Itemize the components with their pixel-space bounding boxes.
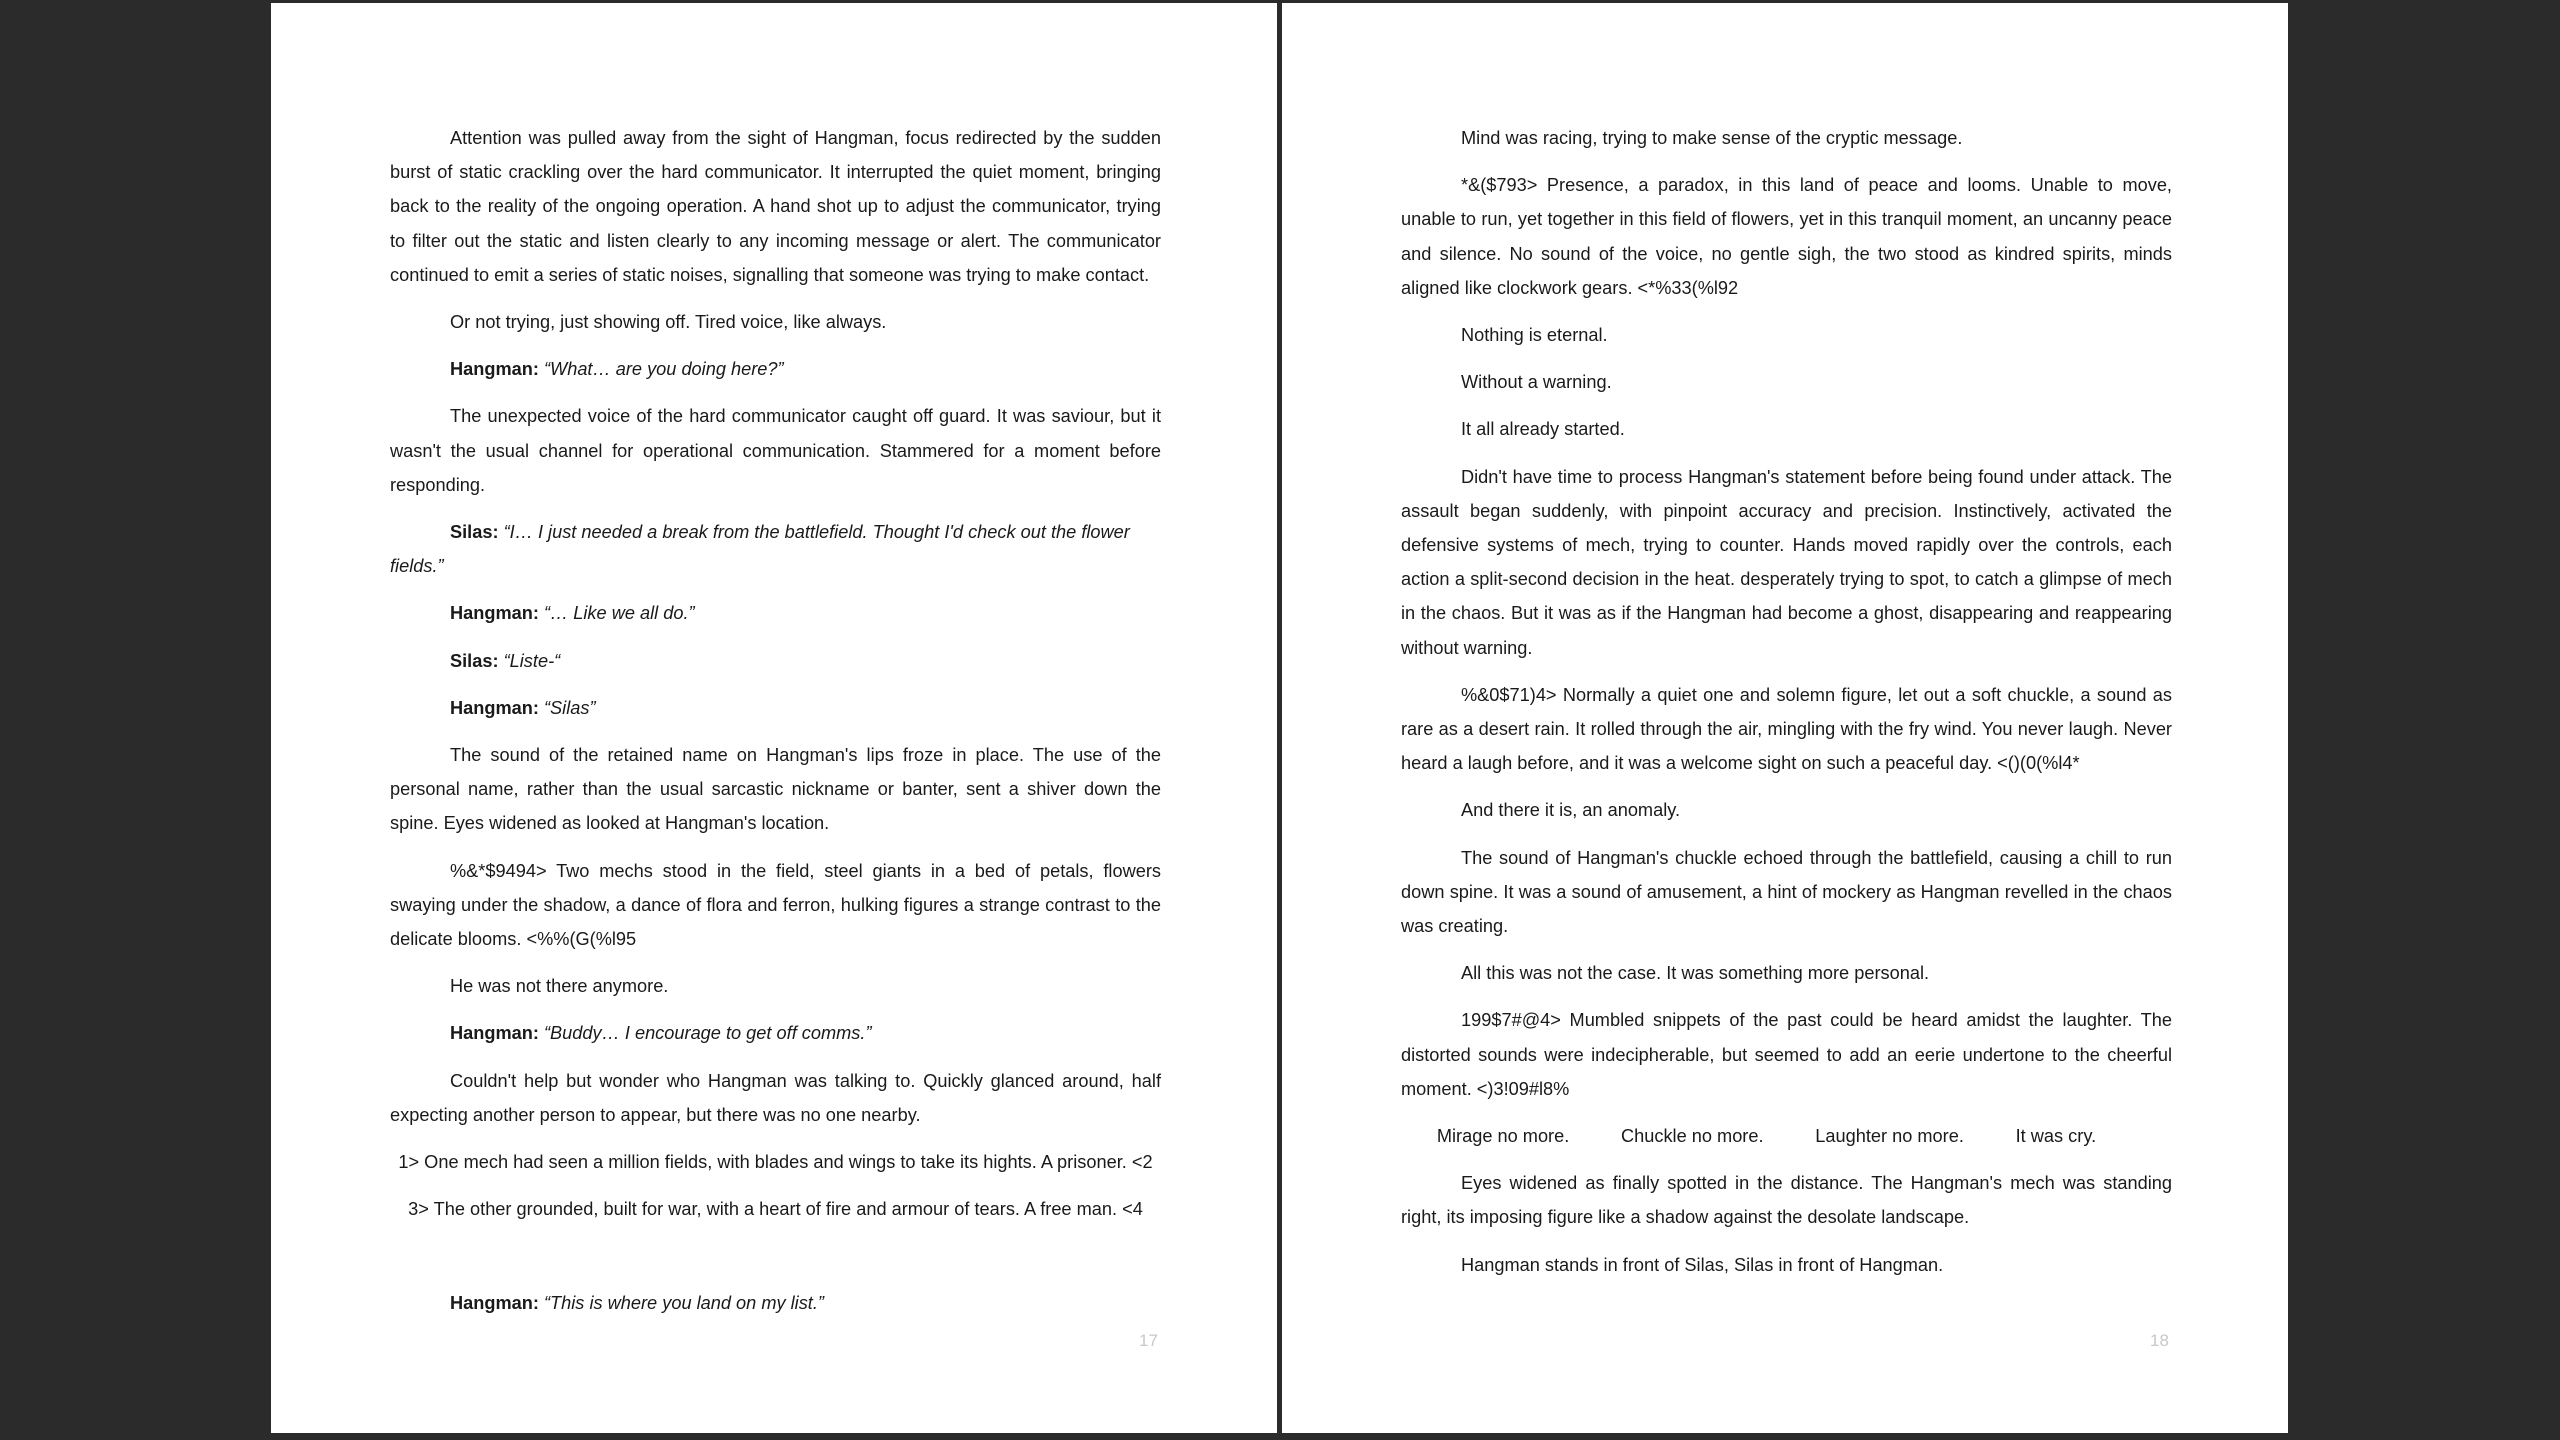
speaker-name: Hangman: <box>450 359 539 380</box>
dialogue-text: “… Like we all do.” <box>543 603 695 624</box>
paragraph: 199$7#@4> Mumbled snippets of the past could be heard amidst the laughter. The distorted sounds were indecipherable, but seemed to add an eerie undertone to the cheerful moment. <)3!09#l8% <box>1401 1010 2172 1099</box>
paragraph: Didn't have time to process Hangman's statement before being found under attack. The assault began suddenly, with pinpoint accuracy and precision. Instinctively, activated the defensive systems of mech, trying to counter. Hands moved rapidly over the controls, each action a split-second decision in the heat. desperately trying to spot, to catch a glimpse of mech in the chaos. But it was as if the Hangman had become a ghost, disappearing and reappearing without warning. <box>1401 466 2172 658</box>
paragraph: %&0$71)4> Normally a quiet one and solemn figure, let out a soft chuckle, a sound as rare as a desert rain. It rolled through the air, mingling with the fry wind. You never laugh. Never heard a laugh before, and it was a welcome sight on such a peaceful day. <()(0(%l4* <box>1401 684 2172 774</box>
paragraph: Eyes widened as finally spotted in the distance. The Hangman's mech was standing right, its imposing figure like a shadow against the desolate landscape. <box>1401 1173 2172 1228</box>
paragraph: The sound of Hangman's chuckle echoed through the battlefield, causing a chill to run down spine. It was a sound of amusement, a hint of mockery as Hangman revelled in the chaos was creating. <box>1401 847 2172 937</box>
dialogue-line <box>390 691 1161 725</box>
refrain-row <box>1401 1119 2172 1153</box>
page-number: 18 <box>2150 1331 2169 1350</box>
paragraph: The sound of the retained name on Hangman's lips froze in place. The use of the personal name, rather than the usual sarcastic nickname or banter, sent a shiver down the spine. Eyes widened as looked at Hangman's location. <box>390 745 1161 834</box>
paragraph: Nothing is eternal. <box>1461 325 1608 346</box>
dialogue-line <box>390 596 1161 630</box>
paragraph: Mind was racing, trying to make sense of the cryptic message. <box>1461 128 1963 148</box>
dialogue-line <box>390 1016 1161 1050</box>
page-17 <box>271 3 1277 1433</box>
dialogue-line <box>390 644 1161 678</box>
refrain-item: Chuckle no more. <box>1621 1126 1764 1147</box>
dialogue-text: “Silas” <box>543 697 596 718</box>
page-number: 17 <box>1139 1331 1158 1350</box>
dialogue-text: “This is where you land on my list.” <box>543 1293 824 1314</box>
dialogue-line <box>390 1286 1161 1320</box>
speaker-name: Silas: <box>450 650 499 671</box>
dialogue-line <box>390 515 1161 583</box>
paragraph: And there it is, an anomaly. <box>1461 800 1681 821</box>
paragraph: The unexpected voice of the hard communicator caught off guard. It was saviour, but it wasn't the usual channel for operational communication. Stammered for a moment before responding. <box>390 406 1161 495</box>
paragraph: Attention was pulled away from the sight of Hangman, focus redirected by the sudden burst of static crackling over the hard communicator. It interrupted the quiet moment, bringing back to the reality of the ongoing operation. A hand shot up to adjust the communicator, trying to filter out the static and listen clearly to any incoming message or alert. The communicator continued to emit a series of static noises, signalling that someone was trying to make contact. <box>390 128 1161 285</box>
paragraph: Couldn't help but wonder who Hangman was talking to. Quickly glanced around, half expecting another person to appear, but there was no one nearby. <box>390 1070 1161 1125</box>
paragraph: Without a warning. <box>1461 372 1612 393</box>
page-18-content <box>1401 121 2172 1295</box>
centered-verse: 3> The other grounded, built for war, with a heart of fire and armour of tears. A free man. <4 <box>408 1199 1143 1220</box>
dialogue-text: “What… are you doing here?” <box>543 359 784 380</box>
paragraph: Hangman stands in front of Silas, Silas in front of Hangman. <box>1461 1254 1944 1275</box>
dialogue-text: “Liste-“ <box>503 650 561 671</box>
page-18 <box>1282 3 2288 1433</box>
dialogue-text: “Buddy… I encourage to get off comms.” <box>543 1023 872 1044</box>
page-17-content <box>390 121 1161 1334</box>
paragraph: He was not there anymore. <box>450 976 669 997</box>
paragraph: It all already started. <box>1461 419 1625 440</box>
refrain-item: It was cry. <box>2015 1126 2097 1147</box>
speaker-name: Hangman: <box>450 603 539 624</box>
centered-verse: 1> One mech had seen a million fields, with blades and wings to take its hights. A prisoner. <2 <box>398 1152 1153 1173</box>
refrain-item: Laughter no more. <box>1815 1126 1964 1147</box>
paragraph: *&($793> Presence, a paradox, in this land of peace and looms. Unable to move, unable to run, yet together in this field of flowers, yet in this tranquil moment, an uncanny peace and silence. No sound of the voice, no gentle sigh, the two stood as kindred spirits, minds aligned like clockwork gears. <*%33(%l92 <box>1401 175 2172 298</box>
speaker-name: Hangman: <box>450 1023 539 1044</box>
speaker-name: Hangman: <box>450 1293 539 1314</box>
paragraph: %&*$9494> Two mechs stood in the field, steel giants in a bed of petals, flowers swaying under the shadow, a dance of flora and ferron, hulking figures a strange contrast to the delicate blooms. <%%(G(%l95 <box>390 860 1161 950</box>
paragraph: All this was not the case. It was something more personal. <box>1461 963 1930 984</box>
speaker-name: Silas: <box>450 522 499 543</box>
paragraph: Or not trying, just showing off. Tired voice, like always. <box>450 312 887 333</box>
refrain-item: Mirage no more. <box>1436 1126 1570 1147</box>
blank-line <box>390 1239 1161 1286</box>
speaker-name: Hangman: <box>450 697 539 718</box>
dialogue-text: “I… I just needed a break from the battlefield. Thought I'd check out the flower fields.” <box>390 522 1130 577</box>
dialogue-line <box>390 352 1161 386</box>
